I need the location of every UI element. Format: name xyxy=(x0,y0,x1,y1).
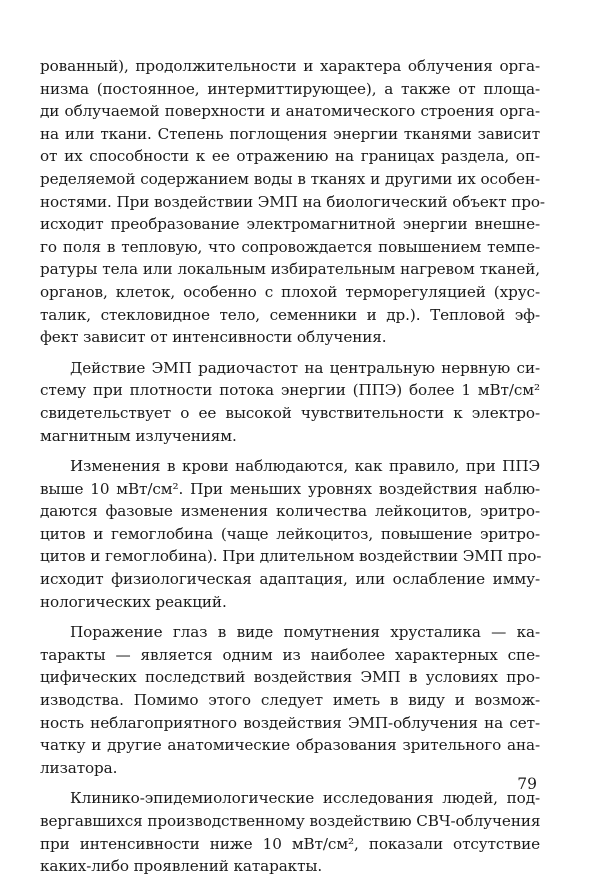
text-line: даются фазовые изменения количества лейкоцитов, эритро- xyxy=(40,502,540,521)
text-line: ди облучаемой поверхности и анатомического строения орга- xyxy=(40,102,540,121)
text-line: чатку и другие анатомические образования зрительного ана- xyxy=(40,736,540,755)
text-line: изводства. Помимо этого следует иметь в виду и возмож- xyxy=(40,691,540,710)
text-line: выше 10 мВт/см². При меньших уровнях воздействия наблю- xyxy=(40,479,540,498)
text-line: исходит физиологическая адаптация, или ослабление имму- xyxy=(40,570,540,589)
text-line: талик, стекловидное тело, семенники и др.). Тепловой эф- xyxy=(40,305,540,324)
text-line: Действие ЭМП радиочастот на центральную нервную си- xyxy=(70,358,540,377)
text-line: исходит преобразование электромагнитной энергии внешне- xyxy=(40,215,540,234)
text-line: фект зависит от интенсивности облучения. xyxy=(40,328,387,347)
text-line: ность неблагоприятного воздействия ЭМП-облучения на сет- xyxy=(40,713,540,732)
text-line: цифических последствий воздействия ЭМП в условиях про- xyxy=(40,668,540,687)
text-line: органов, клеток, особенно с плохой терморегуляцией (хрус- xyxy=(40,282,540,301)
text-line: Изменения в крови наблюдаются, как правило, при ППЭ xyxy=(70,457,540,476)
paragraph xyxy=(40,621,540,779)
text-line: нологических реакций. xyxy=(40,592,227,611)
text-line: го поля в тепловую, что сопровождается повышением темпе- xyxy=(40,237,540,256)
paragraph xyxy=(40,55,545,349)
text-line: от их способности к ее отражению на границах раздела, оп- xyxy=(40,147,540,166)
paragraph xyxy=(40,787,540,877)
text-line: рованный), продолжительности и характера облучения орга- xyxy=(40,57,540,75)
text-line: ратуры тела или локальным избирательным нагревом тканей, xyxy=(40,260,540,279)
text-line: Клинико-эпидемиологические исследования людей, под- xyxy=(70,789,540,808)
text-line: каких-либо проявлений катаракты. xyxy=(40,857,323,876)
text-line: лизатора. xyxy=(40,758,118,777)
text-line: ностями. При воздействии ЭМП на биологический объект про- xyxy=(40,192,545,211)
text-line: магнитным излучениям. xyxy=(40,426,237,445)
paragraph xyxy=(40,455,540,613)
text-line: при интенсивности ниже 10 мВт/см², показали отсутствие xyxy=(40,834,540,853)
page-number: 79 xyxy=(517,775,537,793)
text-line: цитов и гемоглобина). При длительном воздействии ЭМП про- xyxy=(40,547,542,566)
text-line: низма (постоянное, интермиттирующее), а также от площа- xyxy=(40,79,540,98)
text-line: ределяемой содержанием воды в тканях и другими их особен- xyxy=(40,169,540,188)
page-body xyxy=(40,55,545,878)
text-line: таракты — является одним из наиболее характерных спе- xyxy=(40,645,540,664)
text-line: стему при плотности потока энергии (ППЭ) более 1 мВт/см² xyxy=(40,381,540,400)
text-line: Поражение глаз в виде помутнения хрусталика — ка- xyxy=(70,623,540,642)
text-line: вергавшихся производственному воздействию СВЧ-облучения xyxy=(40,812,541,830)
text-line: на или ткани. Степень поглощения энергии тканями зависит xyxy=(40,124,540,143)
text-line: цитов и гемоглобина (чаще лейкоцитоз, повышение эритро- xyxy=(40,524,540,543)
paragraph xyxy=(40,357,540,447)
text-line: свидетельствует о ее высокой чувствительности к электро- xyxy=(40,403,540,422)
